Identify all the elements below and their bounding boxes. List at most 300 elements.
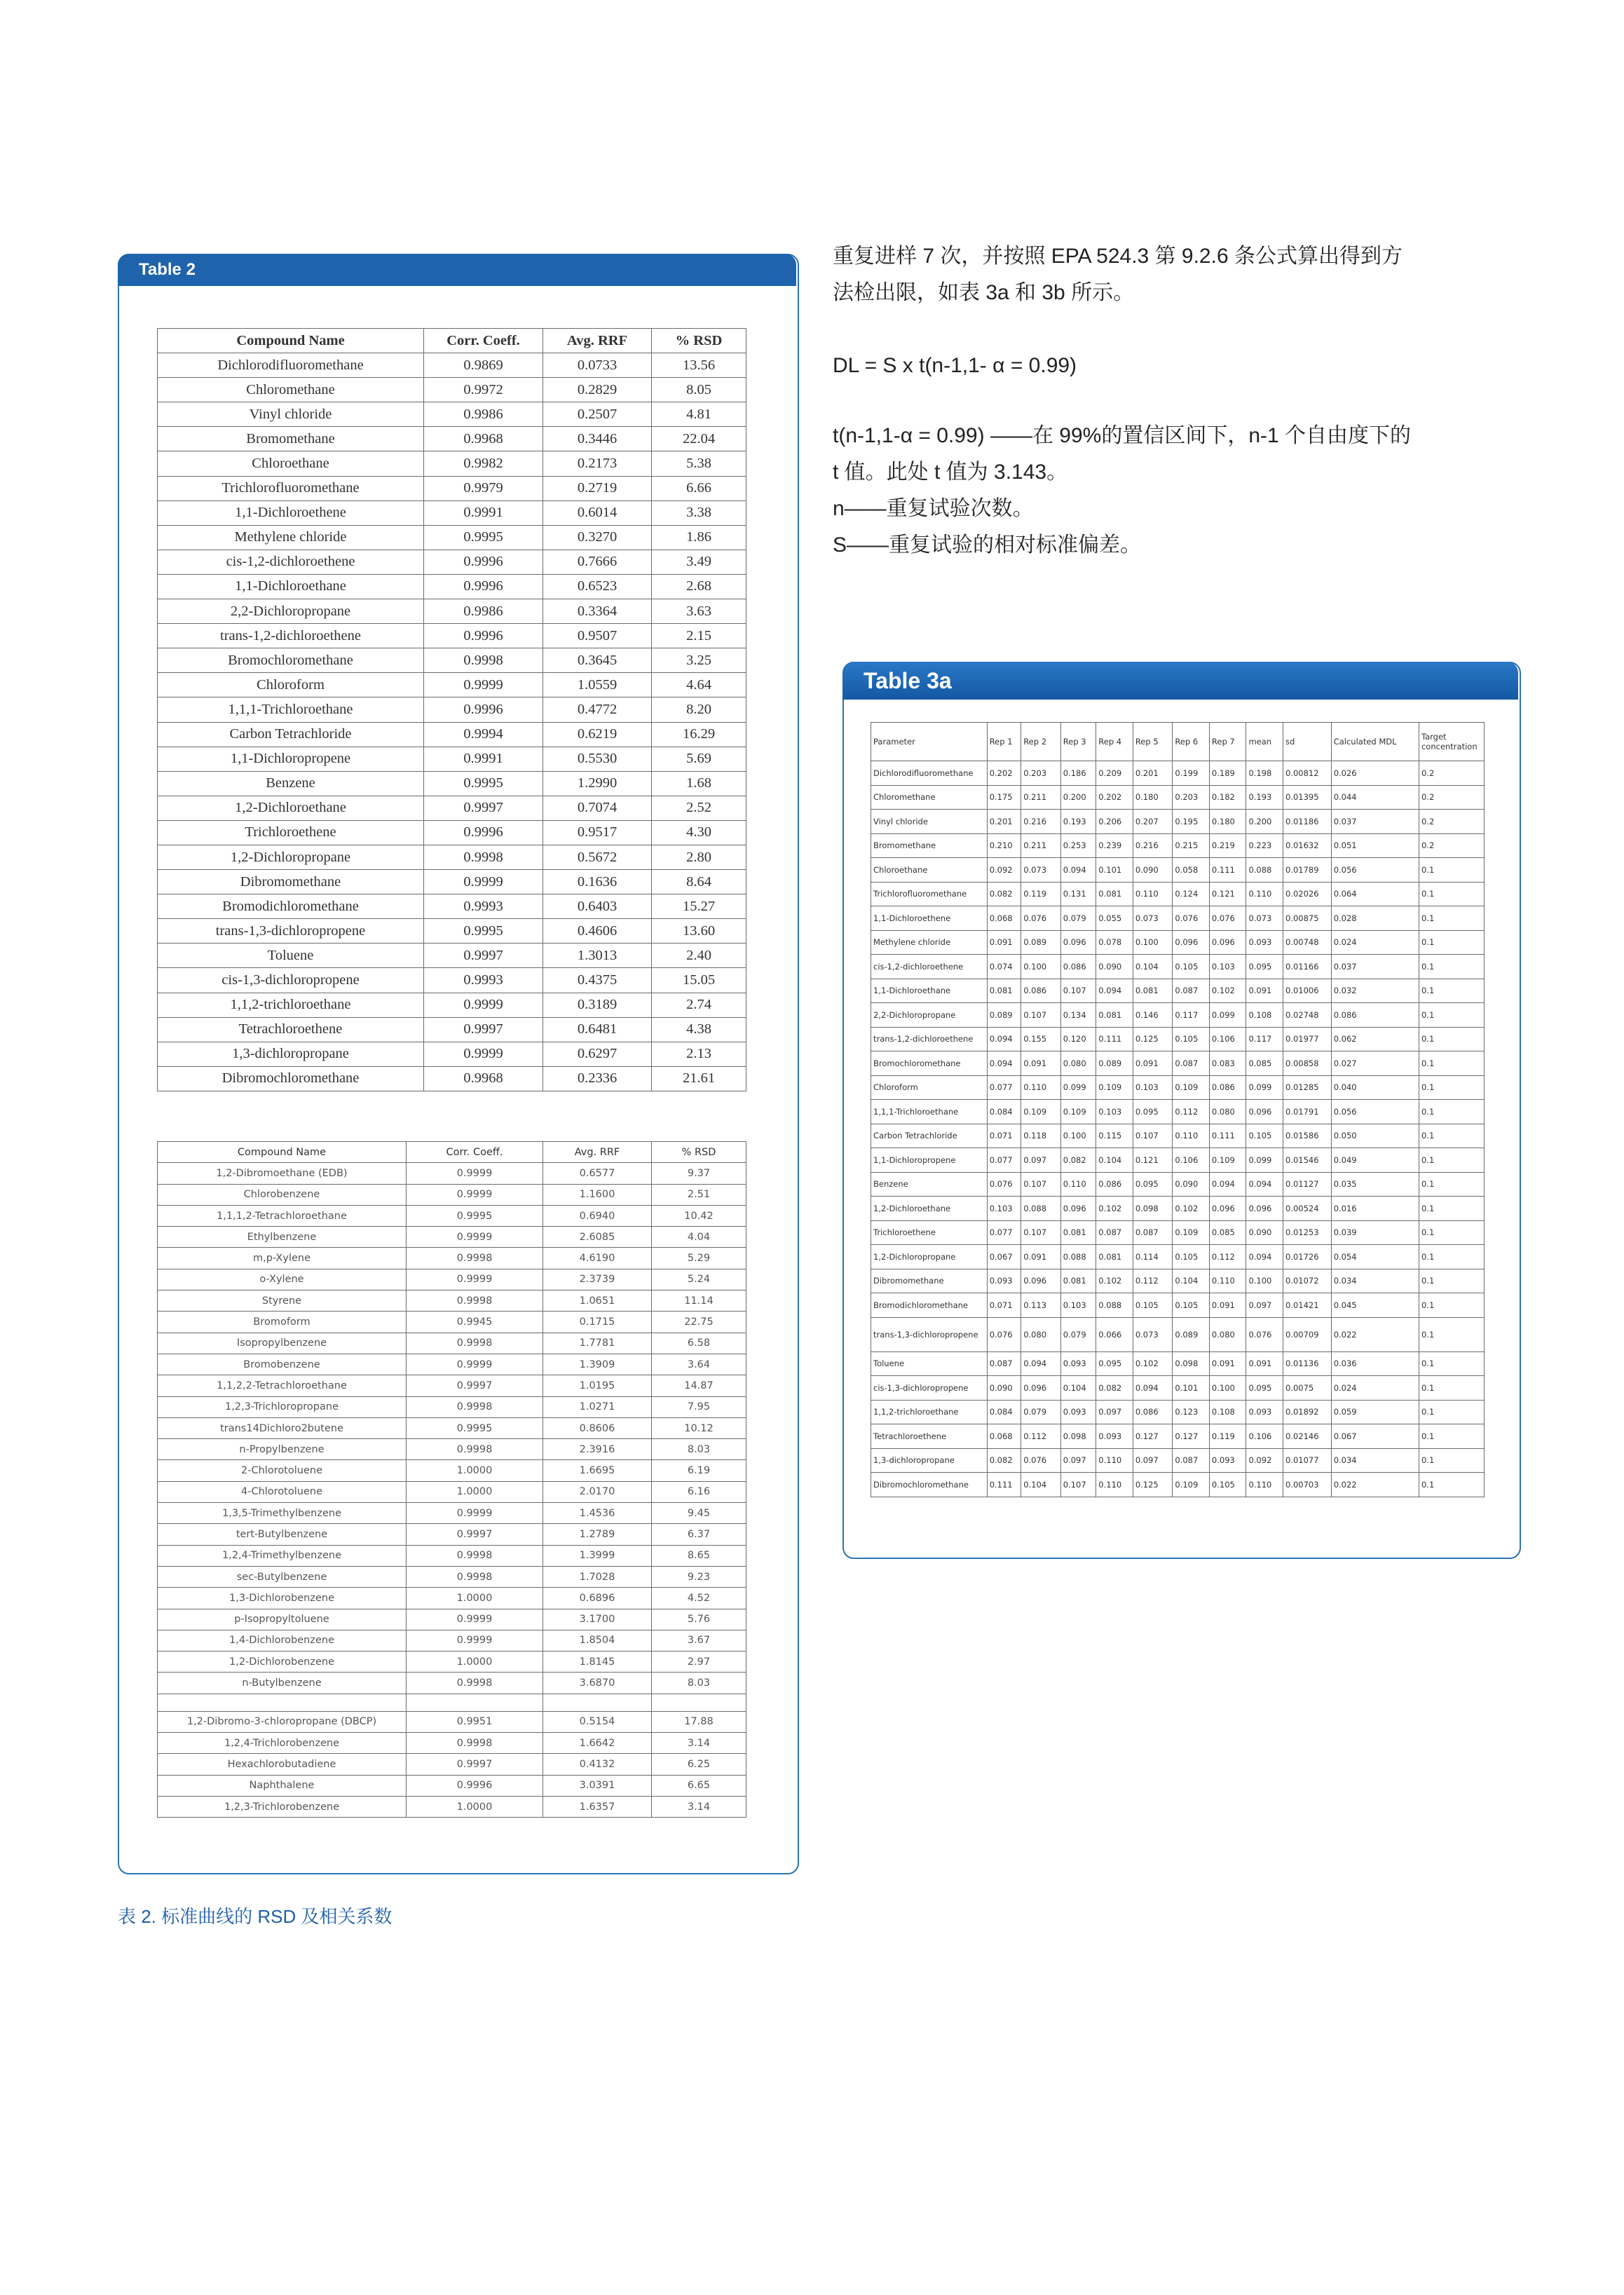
compound-name-cell: Benzene [158, 771, 424, 796]
value-cell: 0.112 [1021, 1424, 1061, 1449]
value-cell: 6.65 [652, 1775, 746, 1796]
value-cell: 7.95 [652, 1396, 746, 1417]
value-cell: 0.202 [1096, 785, 1133, 810]
value-cell: 5.69 [652, 747, 746, 771]
value-cell: 0.081 [987, 979, 1021, 1003]
compound-name-cell: Trichloroethene [871, 1220, 988, 1245]
compound-name-cell: 1,2-Dichlorobenzene [158, 1652, 407, 1673]
table-row [158, 1417, 746, 1438]
value-cell: 0.085 [1246, 1051, 1283, 1076]
value-cell: 0.1 [1419, 1293, 1484, 1318]
value-cell: 0.210 [987, 833, 1021, 858]
value-cell: 0.091 [987, 930, 1021, 955]
value-cell: 0.110 [1246, 882, 1283, 906]
table-row [158, 1796, 746, 1817]
compound-name-cell: 1,2,4-Trimethylbenzene [158, 1545, 407, 1566]
value-cell: 0.093 [1060, 1400, 1096, 1424]
compound-name-cell: Benzene [871, 1172, 988, 1197]
value-cell: 3.14 [652, 1796, 746, 1817]
compound-name-cell: 1,2-Dichloroethane [158, 796, 424, 820]
table-cell-empty [543, 1694, 652, 1711]
value-cell: 0.104 [1060, 1376, 1096, 1401]
value-cell: 0.099 [1246, 1148, 1283, 1173]
value-cell: 0.076 [1173, 906, 1210, 931]
value-cell: 0.024 [1331, 930, 1419, 955]
value-cell: 0.094 [1133, 1376, 1173, 1401]
value-cell: 0.110 [1060, 1172, 1096, 1197]
value-cell: 0.01006 [1283, 979, 1331, 1003]
table-row [871, 930, 1485, 955]
compound-name-cell: trans-1,3-dichloropropene [158, 919, 424, 944]
column-header: Rep 4 [1096, 723, 1133, 761]
value-cell: 0.6577 [543, 1163, 652, 1184]
column-header: Avg. RRF [543, 329, 652, 353]
column-header: Corr. Coeff. [407, 1142, 543, 1163]
table-cell-empty [158, 1694, 407, 1711]
value-cell: 0.6403 [543, 894, 652, 919]
value-cell: 0.9996 [424, 624, 543, 648]
value-cell: 0.094 [1096, 979, 1133, 1003]
value-cell: 1.8145 [543, 1652, 652, 1673]
table-row [158, 1630, 746, 1651]
value-cell: 0.3270 [543, 525, 652, 550]
table-row [158, 1673, 746, 1694]
compound-name-cell: Dibromochloromethane [871, 1473, 988, 1497]
compound-name-cell: 1,2,3-Trichlorobenzene [158, 1796, 407, 1817]
table-row [158, 1333, 746, 1354]
compound-name-cell: trans14Dichloro2butene [158, 1417, 407, 1438]
compound-name-cell: Trichlorofluoromethane [158, 476, 424, 500]
value-cell: 0.095 [1246, 1376, 1283, 1401]
value-cell: 0.1 [1419, 1351, 1484, 1376]
def-t-line-1: t(n-1,1-α = 0.99) ——在 99%的置信区间下，n-1 个自由度下的 [833, 424, 1412, 447]
value-cell: 0.9998 [407, 1545, 543, 1566]
compound-name-cell: 4-Chlorotoluene [158, 1481, 407, 1502]
value-cell: 0.9998 [407, 1566, 543, 1587]
value-cell: 0.093 [1060, 1351, 1096, 1376]
value-cell: 0.083 [1209, 1051, 1246, 1076]
value-cell: 0.201 [1133, 761, 1173, 786]
value-cell: 0.112 [1173, 1100, 1210, 1124]
table-row [871, 1148, 1485, 1173]
column-header: Parameter [871, 723, 988, 761]
value-cell: 0.127 [1133, 1424, 1173, 1449]
value-cell: 0.086 [1096, 1172, 1133, 1197]
value-cell: 2.3739 [543, 1269, 652, 1290]
value-cell: 2.0170 [543, 1481, 652, 1502]
value-cell: 0.9993 [424, 968, 543, 993]
value-cell: 0.00812 [1283, 761, 1331, 786]
value-cell: 0.01253 [1283, 1220, 1331, 1245]
compound-name-cell: Bromochloromethane [871, 1051, 988, 1076]
value-cell: 0.1 [1419, 1220, 1484, 1245]
value-cell: 2.3916 [543, 1439, 652, 1460]
table-row [158, 1439, 746, 1460]
value-cell: 1.1600 [543, 1184, 652, 1205]
value-cell: 0.099 [1060, 1075, 1096, 1100]
value-cell: 0.1 [1419, 1172, 1484, 1197]
value-cell: 0.9999 [424, 870, 543, 894]
value-cell: 0.109 [1209, 1148, 1246, 1173]
table-row [158, 1460, 746, 1481]
value-cell: 0.091 [1209, 1351, 1246, 1376]
value-cell: 0.9997 [424, 1017, 543, 1042]
compound-name-cell: Dibromomethane [871, 1269, 988, 1293]
value-cell: 0.076 [987, 1317, 1021, 1351]
value-cell: 0.096 [1246, 1100, 1283, 1124]
table-row [158, 796, 746, 820]
value-cell: 0.1 [1419, 1124, 1484, 1148]
table-row [871, 1376, 1485, 1401]
value-cell: 0.096 [1060, 1197, 1096, 1221]
value-cell: 0.211 [1021, 833, 1061, 858]
value-cell: 0.9517 [543, 820, 652, 845]
value-cell: 0.2 [1419, 810, 1484, 834]
value-cell: 0.079 [1060, 906, 1096, 931]
value-cell: 0.01285 [1283, 1075, 1331, 1100]
value-cell: 0.103 [1133, 1075, 1173, 1100]
table-row [158, 870, 746, 894]
value-cell: 0.193 [1060, 810, 1096, 834]
value-cell: 8.64 [652, 870, 746, 894]
value-cell: 0.117 [1246, 1027, 1283, 1051]
value-cell: 0.9999 [407, 1630, 543, 1651]
table2-title: Table 2 [118, 254, 796, 286]
table-row [158, 1227, 746, 1248]
value-cell: 2.52 [652, 796, 746, 820]
value-cell: 0.086 [1331, 1003, 1419, 1028]
value-cell: 0.00748 [1283, 930, 1331, 955]
value-cell: 0.037 [1331, 810, 1419, 834]
value-cell: 0.094 [1246, 1172, 1283, 1197]
table-row [158, 476, 746, 500]
value-cell: 0.105 [1173, 1245, 1210, 1269]
value-cell: 0.016 [1331, 1197, 1419, 1221]
value-cell: 2.6085 [543, 1227, 652, 1248]
value-cell: 0.9993 [424, 894, 543, 919]
value-cell: 0.0075 [1283, 1376, 1331, 1401]
compound-name-cell: 1,2-Dibromoethane (EDB) [158, 1163, 407, 1184]
value-cell: 0.215 [1173, 833, 1210, 858]
value-cell: 0.079 [1021, 1400, 1061, 1424]
value-cell: 0.3645 [543, 648, 652, 673]
value-cell: 0.077 [987, 1148, 1021, 1173]
table-row [871, 882, 1485, 906]
column-header: mean [1246, 723, 1283, 761]
compound-name-cell: Methylene chloride [158, 525, 424, 550]
value-cell: 0.186 [1060, 761, 1096, 786]
value-cell: 0.127 [1173, 1424, 1210, 1449]
value-cell: 0.084 [987, 1100, 1021, 1124]
table-row [158, 1248, 746, 1269]
value-cell: 3.14 [652, 1733, 746, 1754]
table-row [158, 1396, 746, 1417]
compound-name-cell: Chloroethane [158, 451, 424, 476]
table-row [871, 1448, 1485, 1473]
value-cell: 3.63 [652, 599, 746, 624]
value-cell: 0.9999 [424, 673, 543, 697]
value-cell: 0.091 [1021, 1245, 1061, 1269]
value-cell: 0.9507 [543, 624, 652, 648]
value-cell: 0.054 [1331, 1245, 1419, 1269]
value-cell: 0.028 [1331, 906, 1419, 931]
value-cell: 0.1 [1419, 955, 1484, 979]
value-cell: 0.00858 [1283, 1051, 1331, 1076]
table-row [158, 894, 746, 919]
value-cell: 0.01791 [1283, 1100, 1331, 1124]
value-cell: 3.0391 [543, 1775, 652, 1796]
value-cell: 0.045 [1331, 1293, 1419, 1318]
table-row [871, 1245, 1485, 1269]
value-cell: 0.9999 [407, 1227, 543, 1248]
value-cell: 3.49 [652, 550, 746, 574]
value-cell: 0.1636 [543, 870, 652, 894]
value-cell: 0.056 [1331, 858, 1419, 883]
value-cell: 0.5154 [543, 1711, 652, 1732]
table-row [158, 1017, 746, 1042]
value-cell: 0.9999 [407, 1354, 543, 1375]
table-row [871, 1197, 1485, 1221]
value-cell: 0.105 [1246, 1124, 1283, 1148]
column-header: Compound Name [158, 1142, 407, 1163]
value-cell: 0.9999 [407, 1269, 543, 1290]
value-cell: 13.60 [652, 919, 746, 944]
value-cell: 0.4772 [543, 697, 652, 722]
value-cell: 0.110 [1133, 882, 1173, 906]
value-cell: 0.01546 [1283, 1148, 1331, 1173]
value-cell: 0.01077 [1283, 1448, 1331, 1473]
column-header: Calculated MDL [1331, 723, 1419, 761]
compound-name-cell: 1,1,2-trichloroethane [158, 993, 424, 1017]
table-row [158, 1184, 746, 1205]
value-cell: 0.9951 [407, 1711, 543, 1732]
value-cell: 0.134 [1060, 1003, 1096, 1028]
value-cell: 0.2 [1419, 833, 1484, 858]
value-cell: 1.0651 [543, 1290, 652, 1312]
value-cell: 0.1 [1419, 1376, 1484, 1401]
value-cell: 14.87 [652, 1375, 746, 1396]
value-cell: 1.68 [652, 771, 746, 796]
compound-name-cell: Trichlorofluoromethane [871, 882, 988, 906]
compound-name-cell: Isopropylbenzene [158, 1333, 407, 1354]
value-cell: 0.087 [1133, 1220, 1173, 1245]
value-cell: 1.0000 [407, 1588, 543, 1609]
value-cell: 8.03 [652, 1673, 746, 1694]
value-cell: 0.107 [1021, 1172, 1061, 1197]
value-cell: 0.01186 [1283, 810, 1331, 834]
table-row [871, 1400, 1485, 1424]
value-cell: 0.209 [1096, 761, 1133, 786]
value-cell: 0.098 [1133, 1197, 1173, 1221]
value-cell: 0.211 [1021, 785, 1061, 810]
value-cell: 2.74 [652, 993, 746, 1017]
value-cell: 0.9997 [424, 944, 543, 968]
table-row [158, 845, 746, 869]
compound-name-cell: Dibromochloromethane [158, 1066, 424, 1091]
value-cell: 0.111 [1209, 1124, 1246, 1148]
value-cell: 0.076 [1246, 1317, 1283, 1351]
compound-name-cell: Chloroethane [871, 858, 988, 883]
value-cell: 0.01421 [1283, 1293, 1331, 1318]
table-row [158, 1312, 746, 1333]
value-cell: 0.9996 [424, 697, 543, 722]
value-cell: 0.022 [1331, 1473, 1419, 1497]
value-cell: 0.102 [1096, 1197, 1133, 1221]
compound-name-cell: Carbon Tetrachloride [158, 722, 424, 747]
value-cell: 0.090 [987, 1376, 1021, 1401]
value-cell: 0.076 [1021, 906, 1061, 931]
value-cell: 0.080 [1021, 1317, 1061, 1351]
value-cell: 2.40 [652, 944, 746, 968]
table-header-row [158, 1142, 746, 1163]
compound-name-cell: Chloromethane [158, 378, 424, 402]
value-cell: 0.095 [1246, 955, 1283, 979]
value-cell: 0.9998 [407, 1673, 543, 1694]
value-cell: 0.040 [1331, 1075, 1419, 1100]
value-cell: 0.082 [987, 1448, 1021, 1473]
value-cell: 0.202 [987, 761, 1021, 786]
table-row [158, 525, 746, 550]
value-cell: 0.01395 [1283, 785, 1331, 810]
value-cell: 0.109 [1173, 1473, 1210, 1497]
value-cell: 5.24 [652, 1269, 746, 1290]
column-header: % RSD [652, 329, 746, 353]
value-cell: 4.38 [652, 1017, 746, 1042]
value-cell: 0.101 [1096, 858, 1133, 883]
value-cell: 0.097 [1096, 1400, 1133, 1424]
value-cell: 0.9968 [424, 1066, 543, 1091]
value-cell: 0.089 [1021, 930, 1061, 955]
value-cell: 0.037 [1331, 955, 1419, 979]
table-row [871, 1003, 1485, 1028]
compound-name-cell: Bromobenzene [158, 1354, 407, 1375]
table-row [158, 722, 746, 747]
table-row [158, 1205, 746, 1226]
value-cell: 0.223 [1246, 833, 1283, 858]
value-cell: 0.1 [1419, 1051, 1484, 1076]
value-cell: 4.81 [652, 402, 746, 427]
value-cell: 0.2336 [543, 1066, 652, 1091]
value-cell: 0.091 [1209, 1293, 1246, 1318]
value-cell: 0.099 [1209, 1003, 1246, 1028]
value-cell: 1.8504 [543, 1630, 652, 1651]
value-cell: 0.027 [1331, 1051, 1419, 1076]
value-cell: 0.180 [1133, 785, 1173, 810]
value-cell: 0.9999 [407, 1609, 543, 1630]
value-cell: 0.9995 [407, 1205, 543, 1226]
value-cell: 1.3909 [543, 1354, 652, 1375]
compound-name-cell: 1,1-Dichloroethane [158, 574, 424, 599]
compound-name-cell: Bromodichloromethane [158, 894, 424, 919]
value-cell: 0.094 [1021, 1351, 1061, 1376]
compound-name-cell: n-Butylbenzene [158, 1673, 407, 1694]
column-header: Rep 2 [1021, 723, 1061, 761]
compound-name-cell: 2-Chlorotoluene [158, 1460, 407, 1481]
value-cell: 15.27 [652, 894, 746, 919]
value-cell: 0.105 [1133, 1293, 1173, 1318]
value-cell: 0.2 [1419, 785, 1484, 810]
value-cell: 0.219 [1209, 833, 1246, 858]
value-cell: 0.094 [1246, 1245, 1283, 1269]
value-cell: 0.107 [1060, 979, 1096, 1003]
value-cell: 0.1 [1419, 1448, 1484, 1473]
value-cell: 0.104 [1133, 955, 1173, 979]
value-cell: 0.9998 [407, 1439, 543, 1460]
value-cell: 9.45 [652, 1503, 746, 1524]
table-row [158, 1354, 746, 1375]
value-cell: 0.108 [1209, 1400, 1246, 1424]
value-cell: 10.42 [652, 1205, 746, 1226]
column-header: Rep 7 [1209, 723, 1246, 761]
value-cell: 0.216 [1133, 833, 1173, 858]
value-cell: 3.38 [652, 500, 746, 525]
compound-name-cell: Dichlorodifluoromethane [871, 761, 988, 786]
value-cell: 0.068 [987, 906, 1021, 931]
value-cell: 0.050 [1331, 1124, 1419, 1148]
value-cell: 0.9997 [407, 1524, 543, 1545]
value-cell: 0.085 [1209, 1220, 1246, 1245]
value-cell: 0.9979 [424, 476, 543, 500]
value-cell: 0.093 [1096, 1424, 1133, 1449]
value-cell: 0.121 [1209, 882, 1246, 906]
value-cell: 0.9995 [424, 525, 543, 550]
value-cell: 0.109 [1173, 1220, 1210, 1245]
value-cell: 0.089 [1173, 1317, 1210, 1351]
compound-name-cell: Chlorobenzene [158, 1184, 407, 1205]
intro-paragraph [833, 238, 1403, 311]
compound-name-cell: Vinyl chloride [158, 402, 424, 427]
value-cell: 0.9968 [424, 427, 543, 451]
table3a-panel [842, 662, 1521, 1559]
value-cell: 4.30 [652, 820, 746, 845]
value-cell: 0.9991 [424, 500, 543, 525]
value-cell: 0.078 [1096, 930, 1133, 955]
compound-name-cell: 1,4-Dichlorobenzene [158, 1630, 407, 1651]
value-cell: 0.080 [1060, 1051, 1096, 1076]
value-cell: 0.071 [987, 1293, 1021, 1318]
column-header: Compound Name [158, 329, 424, 353]
value-cell: 3.64 [652, 1354, 746, 1375]
value-cell: 0.9986 [424, 599, 543, 624]
value-cell: 3.6870 [543, 1673, 652, 1694]
value-cell: 0.103 [1060, 1293, 1096, 1318]
table-row [158, 747, 746, 771]
value-cell: 0.119 [1021, 882, 1061, 906]
value-cell: 0.106 [1246, 1424, 1283, 1449]
value-cell: 0.096 [1209, 1197, 1246, 1221]
value-cell: 0.022 [1331, 1317, 1419, 1351]
value-cell: 3.25 [652, 648, 746, 673]
value-cell: 6.66 [652, 476, 746, 500]
value-cell: 5.76 [652, 1609, 746, 1630]
value-cell: 1.4536 [543, 1503, 652, 1524]
value-cell: 0.4606 [543, 919, 652, 944]
value-cell: 0.107 [1021, 1220, 1061, 1245]
table-row [871, 979, 1485, 1003]
value-cell: 0.102 [1209, 979, 1246, 1003]
value-cell: 0.091 [1246, 1351, 1283, 1376]
compound-name-cell: Tetrachloroethene [871, 1424, 988, 1449]
value-cell: 0.1 [1419, 1197, 1484, 1221]
table-row [158, 1503, 746, 1524]
table-row [871, 1051, 1485, 1076]
column-header: Rep 1 [987, 723, 1021, 761]
compound-name-cell: Chloromethane [871, 785, 988, 810]
value-cell: 0.110 [1021, 1075, 1061, 1100]
value-cell: 0.039 [1331, 1220, 1419, 1245]
compound-name-cell: 1,2-Dibromo-3-chloropropane (DBCP) [158, 1711, 407, 1732]
intro-line-2: 法检出限，如表 3a 和 3b 所示。 [833, 281, 1135, 304]
